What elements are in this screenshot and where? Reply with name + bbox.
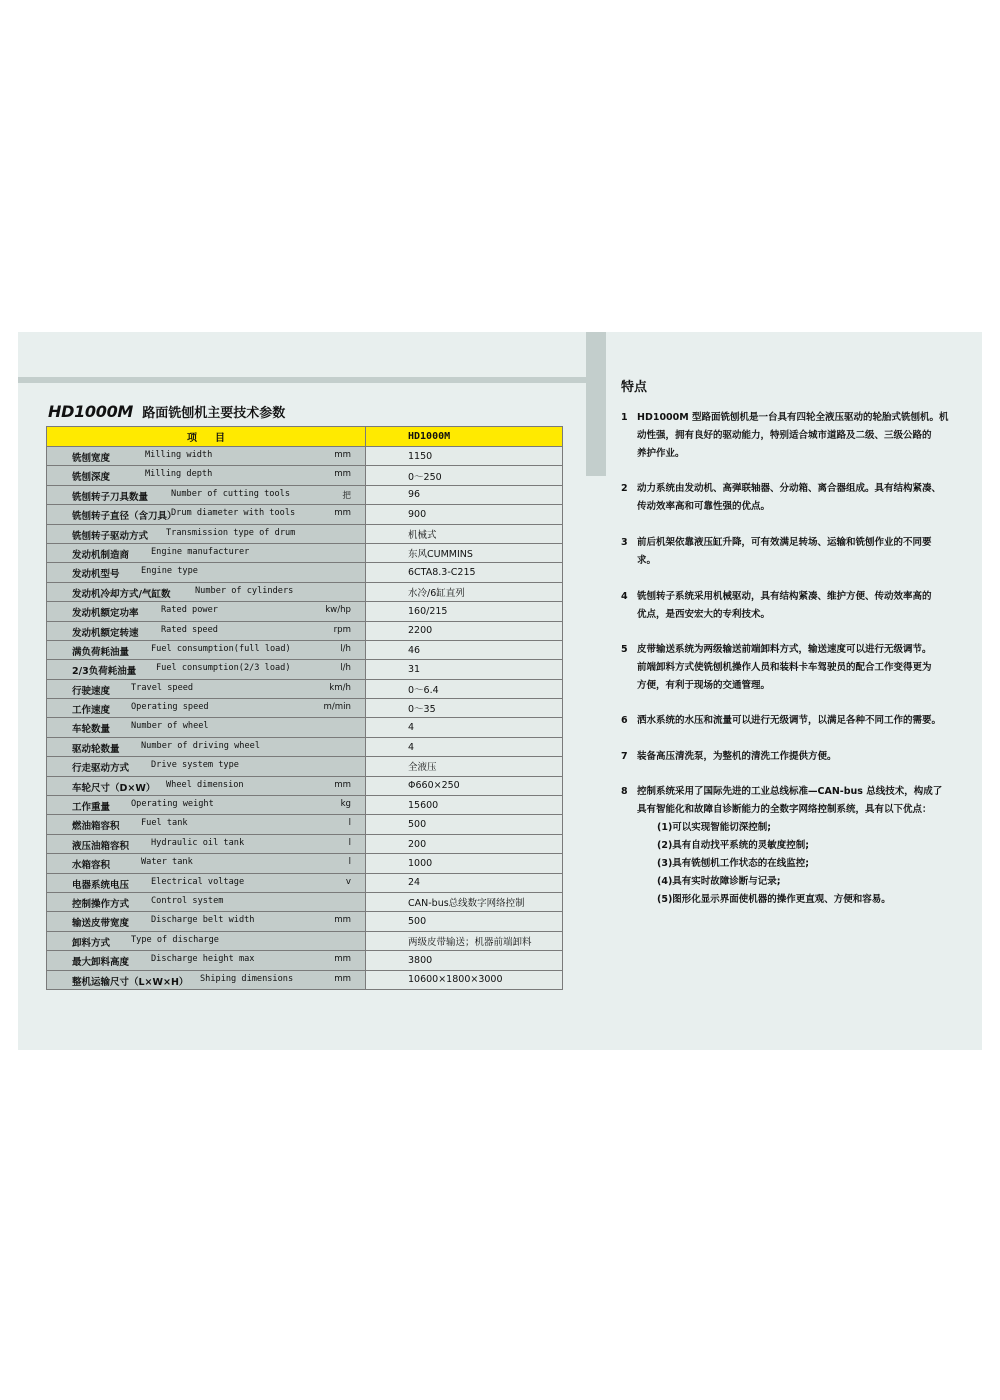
row-label-zh: 铣刨深度 <box>72 472 111 484</box>
row-unit: l <box>348 818 351 829</box>
row-item-cell <box>47 854 366 873</box>
row-label-en: Control system <box>151 895 224 906</box>
table-row <box>47 718 563 737</box>
table-row <box>47 524 563 543</box>
row-label-zh: 最大卸料高度 <box>72 957 130 969</box>
feature-text <box>637 641 951 695</box>
row-item-cell <box>47 699 366 718</box>
row-value: 0～6.4 <box>366 679 563 698</box>
row-value: Φ660×250 <box>366 776 563 795</box>
table-row <box>47 582 563 601</box>
header-item: 项目 <box>47 427 366 447</box>
title-model: HD1000M <box>48 402 134 421</box>
row-item-cell <box>47 582 366 601</box>
row-unit: rpm <box>333 624 351 635</box>
row-label-zh: 行驶速度 <box>72 685 111 697</box>
row-item-cell <box>47 931 366 950</box>
row-item-cell <box>47 679 366 698</box>
table-row <box>47 912 563 931</box>
row-unit: m/min <box>323 702 351 713</box>
row-label-en: Number of wheel <box>131 721 209 732</box>
feature-line: 具有智能化和故障自诊断能力的全数字网络控制系统，具有以下优点： <box>637 804 932 815</box>
row-item-cell <box>47 466 366 485</box>
row-label-en: Number of cutting tools <box>171 488 290 499</box>
row-label-zh: 铣刨转子驱动方式 <box>72 530 149 542</box>
feature-number: 3 <box>621 537 628 548</box>
row-label-en: Shiping dimensions <box>200 973 294 984</box>
row-item-cell <box>47 447 366 466</box>
row-label-zh: 发动机冷却方式/气缸数 <box>72 588 171 600</box>
row-label-zh: 发动机制造商 <box>72 549 130 561</box>
feature-text <box>637 409 951 463</box>
feature-text <box>637 712 951 730</box>
table-row <box>47 815 563 834</box>
table-header-row <box>47 427 563 447</box>
row-label-zh: 驱动轮数量 <box>72 743 120 755</box>
row-label-en: Number of driving wheel <box>141 740 260 751</box>
feature-sub-item: (4)具有实时故障诊断与记录; <box>657 876 781 887</box>
row-item-cell <box>47 718 366 737</box>
feature-number: 7 <box>621 751 628 762</box>
feature-line: 前后机架依靠液压缸升降，可有效满足转场、运输和铣刨作业的不同要 <box>637 537 932 548</box>
feature-number: 6 <box>621 715 628 726</box>
row-value: 0～35 <box>366 699 563 718</box>
row-label-zh: 铣刨转子直径（含刀具） <box>72 511 177 523</box>
table-row <box>47 796 563 815</box>
table-row <box>47 466 563 485</box>
row-label-zh: 车轮数量 <box>72 724 111 736</box>
row-label-en: Discharge belt width <box>151 915 255 926</box>
row-item-cell <box>47 970 366 989</box>
row-label-en: Fuel consumption(full load) <box>151 643 291 654</box>
vertical-accent-bar <box>586 332 606 476</box>
row-label-en: Operating weight <box>131 799 214 810</box>
row-value: 500 <box>366 815 563 834</box>
title-text: 路面铣刨机主要技术参数 <box>142 406 286 421</box>
table-row <box>47 873 563 892</box>
feature-text <box>637 748 951 766</box>
row-value: 4 <box>366 718 563 737</box>
feature-number: 8 <box>621 786 628 797</box>
row-value: 东风CUMMINS <box>366 543 563 562</box>
row-unit: km/h <box>329 682 351 693</box>
feature-sub-item: (1)可以实现智能切深控制; <box>657 822 772 833</box>
row-unit: mm <box>334 954 351 965</box>
row-value: 900 <box>366 505 563 524</box>
row-item-cell <box>47 892 366 911</box>
row-value: 46 <box>366 640 563 659</box>
feature-line: 传动效率高和可靠性强的优点。 <box>637 501 771 512</box>
row-value: 0～250 <box>366 466 563 485</box>
table-row <box>47 854 563 873</box>
row-label-zh: 控制操作方式 <box>72 898 130 910</box>
row-label-zh: 整机运输尺寸（L×W×H） <box>72 976 189 988</box>
feature-line: 控制系统采用了国际先进的工业总线标准—CAN-bus 总线技术，构成了 <box>637 786 943 797</box>
row-value: 机械式 <box>366 524 563 543</box>
row-label-zh: 车轮尺寸（D×W） <box>72 782 156 794</box>
row-unit: v <box>345 876 351 887</box>
feature-line: 皮带输送系统为两级输送前端卸料方式，输送速度可以进行无级调节。 <box>637 644 932 655</box>
row-item-cell <box>47 640 366 659</box>
row-item-cell <box>47 485 366 504</box>
row-unit: l <box>348 837 351 848</box>
table-row <box>47 505 563 524</box>
row-item-cell <box>47 873 366 892</box>
row-value: 3800 <box>366 951 563 970</box>
table-row <box>47 447 563 466</box>
feature-line: 动力系统由发动机、高弹联轴器、分动箱、离合器组成。具有结构紧凑、 <box>637 483 942 494</box>
row-label-zh: 电器系统电压 <box>72 879 130 891</box>
table-row <box>47 757 563 776</box>
row-unit: mm <box>334 779 351 790</box>
feature-line: HD1000M 型路面铣刨机是一台具有四轮全液压驱动的轮胎式铣刨机。机 <box>637 412 949 423</box>
row-label-zh: 发动机额定功率 <box>72 608 139 620</box>
row-item-cell <box>47 621 366 640</box>
row-value: 160/215 <box>366 602 563 621</box>
table-row <box>47 563 563 582</box>
feature-item <box>621 641 951 695</box>
feature-line: 装备高压清洗泵，为整机的清洗工作提供方便。 <box>637 751 837 762</box>
feature-item <box>621 712 951 730</box>
row-label-zh: 输送皮带宽度 <box>72 918 130 930</box>
table-row <box>47 970 563 989</box>
row-label-zh: 满负荷耗油量 <box>72 646 130 658</box>
feature-line: 养护作业。 <box>637 448 685 459</box>
row-item-cell <box>47 563 366 582</box>
feature-text <box>637 588 951 624</box>
row-label-en: Water tank <box>141 857 193 868</box>
feature-number: 5 <box>621 644 628 655</box>
feature-number: 2 <box>621 483 628 494</box>
row-value: 24 <box>366 873 563 892</box>
feature-text <box>637 534 951 570</box>
feature-line: 优点，是西安宏大的专利技术。 <box>637 609 771 620</box>
row-label-en: Rated speed <box>161 624 218 635</box>
feature-sub-item: (3)具有铣刨机工作状态的在线监控; <box>657 858 810 869</box>
feature-line: 铣刨转子系统采用机械驱动，具有结构紧凑、维护方便、传动效率高的 <box>637 591 932 602</box>
row-value: 6CTA8.3-C215 <box>366 563 563 582</box>
row-label-zh: 铣刨宽度 <box>72 453 111 464</box>
feature-line: 求。 <box>637 555 657 566</box>
feature-item <box>621 748 951 766</box>
row-item-cell <box>47 815 366 834</box>
table-row <box>47 543 563 562</box>
row-label-zh: 铣刨转子刀具数量 <box>72 491 149 503</box>
feature-line: 动性强，拥有良好的驱动能力，特别适合城市道路及二级、三级公路的 <box>637 430 932 441</box>
feature-line: 洒水系统的水压和流量可以进行无级调节，以满足各种不同工作的需要。 <box>637 715 942 726</box>
top-divider <box>18 377 588 383</box>
row-value: 两级皮带输送；机器前端卸料 <box>366 931 563 950</box>
table-row <box>47 834 563 853</box>
row-label-en: Transmission type of drum <box>166 527 296 538</box>
row-value: 500 <box>366 912 563 931</box>
row-value: 200 <box>366 834 563 853</box>
row-label-en: Electrical voltage <box>151 876 245 887</box>
row-unit: l <box>348 857 351 868</box>
table-row <box>47 485 563 504</box>
feature-line: 前端卸料方式使铣刨机操作人员和装料卡车驾驶员的配合工作变得更为 <box>637 662 932 673</box>
row-item-cell <box>47 951 366 970</box>
feature-sub-item: (2)具有自动找平系统的灵敏度控制; <box>657 840 810 851</box>
table-row <box>47 931 563 950</box>
row-item-cell <box>47 660 366 679</box>
row-item-cell <box>47 602 366 621</box>
row-label-en: Drive system type <box>151 760 239 771</box>
table-row <box>47 679 563 698</box>
feature-line: 方便，有利于现场的交通管理。 <box>637 680 771 691</box>
features-title: 特点 <box>621 380 648 395</box>
row-label-zh: 工作重量 <box>72 802 111 814</box>
row-item-cell <box>47 505 366 524</box>
row-label-zh: 卸料方式 <box>72 937 111 949</box>
row-item-cell <box>47 912 366 931</box>
row-label-en: Engine manufacturer <box>151 546 250 557</box>
row-label-en: Milling width <box>145 450 213 460</box>
row-value: 4 <box>366 737 563 756</box>
row-value: 全液压 <box>366 757 563 776</box>
row-label-en: Rated power <box>161 605 218 616</box>
feature-item <box>621 783 951 909</box>
row-unit: l/h <box>340 663 351 674</box>
row-item-cell <box>47 796 366 815</box>
row-item-cell <box>47 757 366 776</box>
row-value: 1150 <box>366 447 563 466</box>
row-item-cell <box>47 543 366 562</box>
row-label-zh: 液压油箱容积 <box>72 840 130 852</box>
feature-number: 4 <box>621 591 628 602</box>
row-item-cell <box>47 834 366 853</box>
row-label-zh: 发动机型号 <box>72 569 120 581</box>
row-value: 15600 <box>366 796 563 815</box>
row-label-en: Drum diameter with tools <box>171 508 296 519</box>
row-value: 2200 <box>366 621 563 640</box>
row-item-cell <box>47 524 366 543</box>
row-unit: kg <box>340 799 351 810</box>
table-row <box>47 776 563 795</box>
row-unit: mm <box>334 450 351 460</box>
row-unit: 把 <box>342 490 351 501</box>
row-value: 96 <box>366 485 563 504</box>
row-value: CAN-bus总线数字网络控制 <box>366 892 563 911</box>
row-label-zh: 2/3负荷耗油量 <box>72 666 137 678</box>
row-label-zh: 发动机额定转速 <box>72 627 139 639</box>
table-row <box>47 951 563 970</box>
row-label-en: Fuel consumption(2/3 load) <box>156 663 291 674</box>
row-label-en: Milling depth <box>145 469 213 480</box>
row-value: 水冷/6缸直列 <box>366 582 563 601</box>
table-row <box>47 737 563 756</box>
table-row <box>47 640 563 659</box>
row-value: 1000 <box>366 854 563 873</box>
header-model: HD1000M <box>366 427 563 447</box>
row-label-zh: 行走驱动方式 <box>72 763 130 775</box>
feature-item <box>621 480 951 516</box>
feature-item <box>621 409 951 463</box>
row-unit: kw/hp <box>325 605 351 616</box>
row-unit: mm <box>334 469 351 480</box>
feature-text <box>637 783 951 909</box>
row-label-en: Type of discharge <box>131 934 219 945</box>
feature-item <box>621 534 951 570</box>
table-row <box>47 892 563 911</box>
row-label-zh: 水箱容积 <box>72 860 111 872</box>
row-label-en: Travel speed <box>131 682 194 693</box>
row-label-en: Wheel dimension <box>166 779 244 790</box>
row-label-en: Engine type <box>141 566 198 577</box>
row-label-zh: 燃油箱容积 <box>72 821 120 833</box>
row-value: 31 <box>366 660 563 679</box>
row-item-cell <box>47 776 366 795</box>
row-label-en: Discharge height max <box>151 954 255 965</box>
row-label-zh: 工作速度 <box>72 705 111 717</box>
table-row <box>47 699 563 718</box>
row-unit: mm <box>334 915 351 926</box>
row-unit: l/h <box>340 643 351 654</box>
row-unit: mm <box>334 973 351 984</box>
row-unit: mm <box>334 508 351 519</box>
row-item-cell <box>47 737 366 756</box>
row-label-en: Operating speed <box>131 702 209 713</box>
feature-sub-item: (5)图形化显示界面使机器的操作更直观、方便和容易。 <box>657 894 891 905</box>
row-label-en: Fuel tank <box>141 818 188 829</box>
table-row <box>47 602 563 621</box>
row-value: 10600×1800×3000 <box>366 970 563 989</box>
spec-table-title <box>48 402 285 421</box>
spec-table <box>46 426 563 990</box>
row-label-en: Number of cylinders <box>195 585 294 596</box>
row-label-en: Hydraulic oil tank <box>151 837 245 848</box>
table-row <box>47 621 563 640</box>
feature-item <box>621 588 951 624</box>
feature-text <box>637 480 951 516</box>
table-row <box>47 660 563 679</box>
feature-number: 1 <box>621 412 628 423</box>
